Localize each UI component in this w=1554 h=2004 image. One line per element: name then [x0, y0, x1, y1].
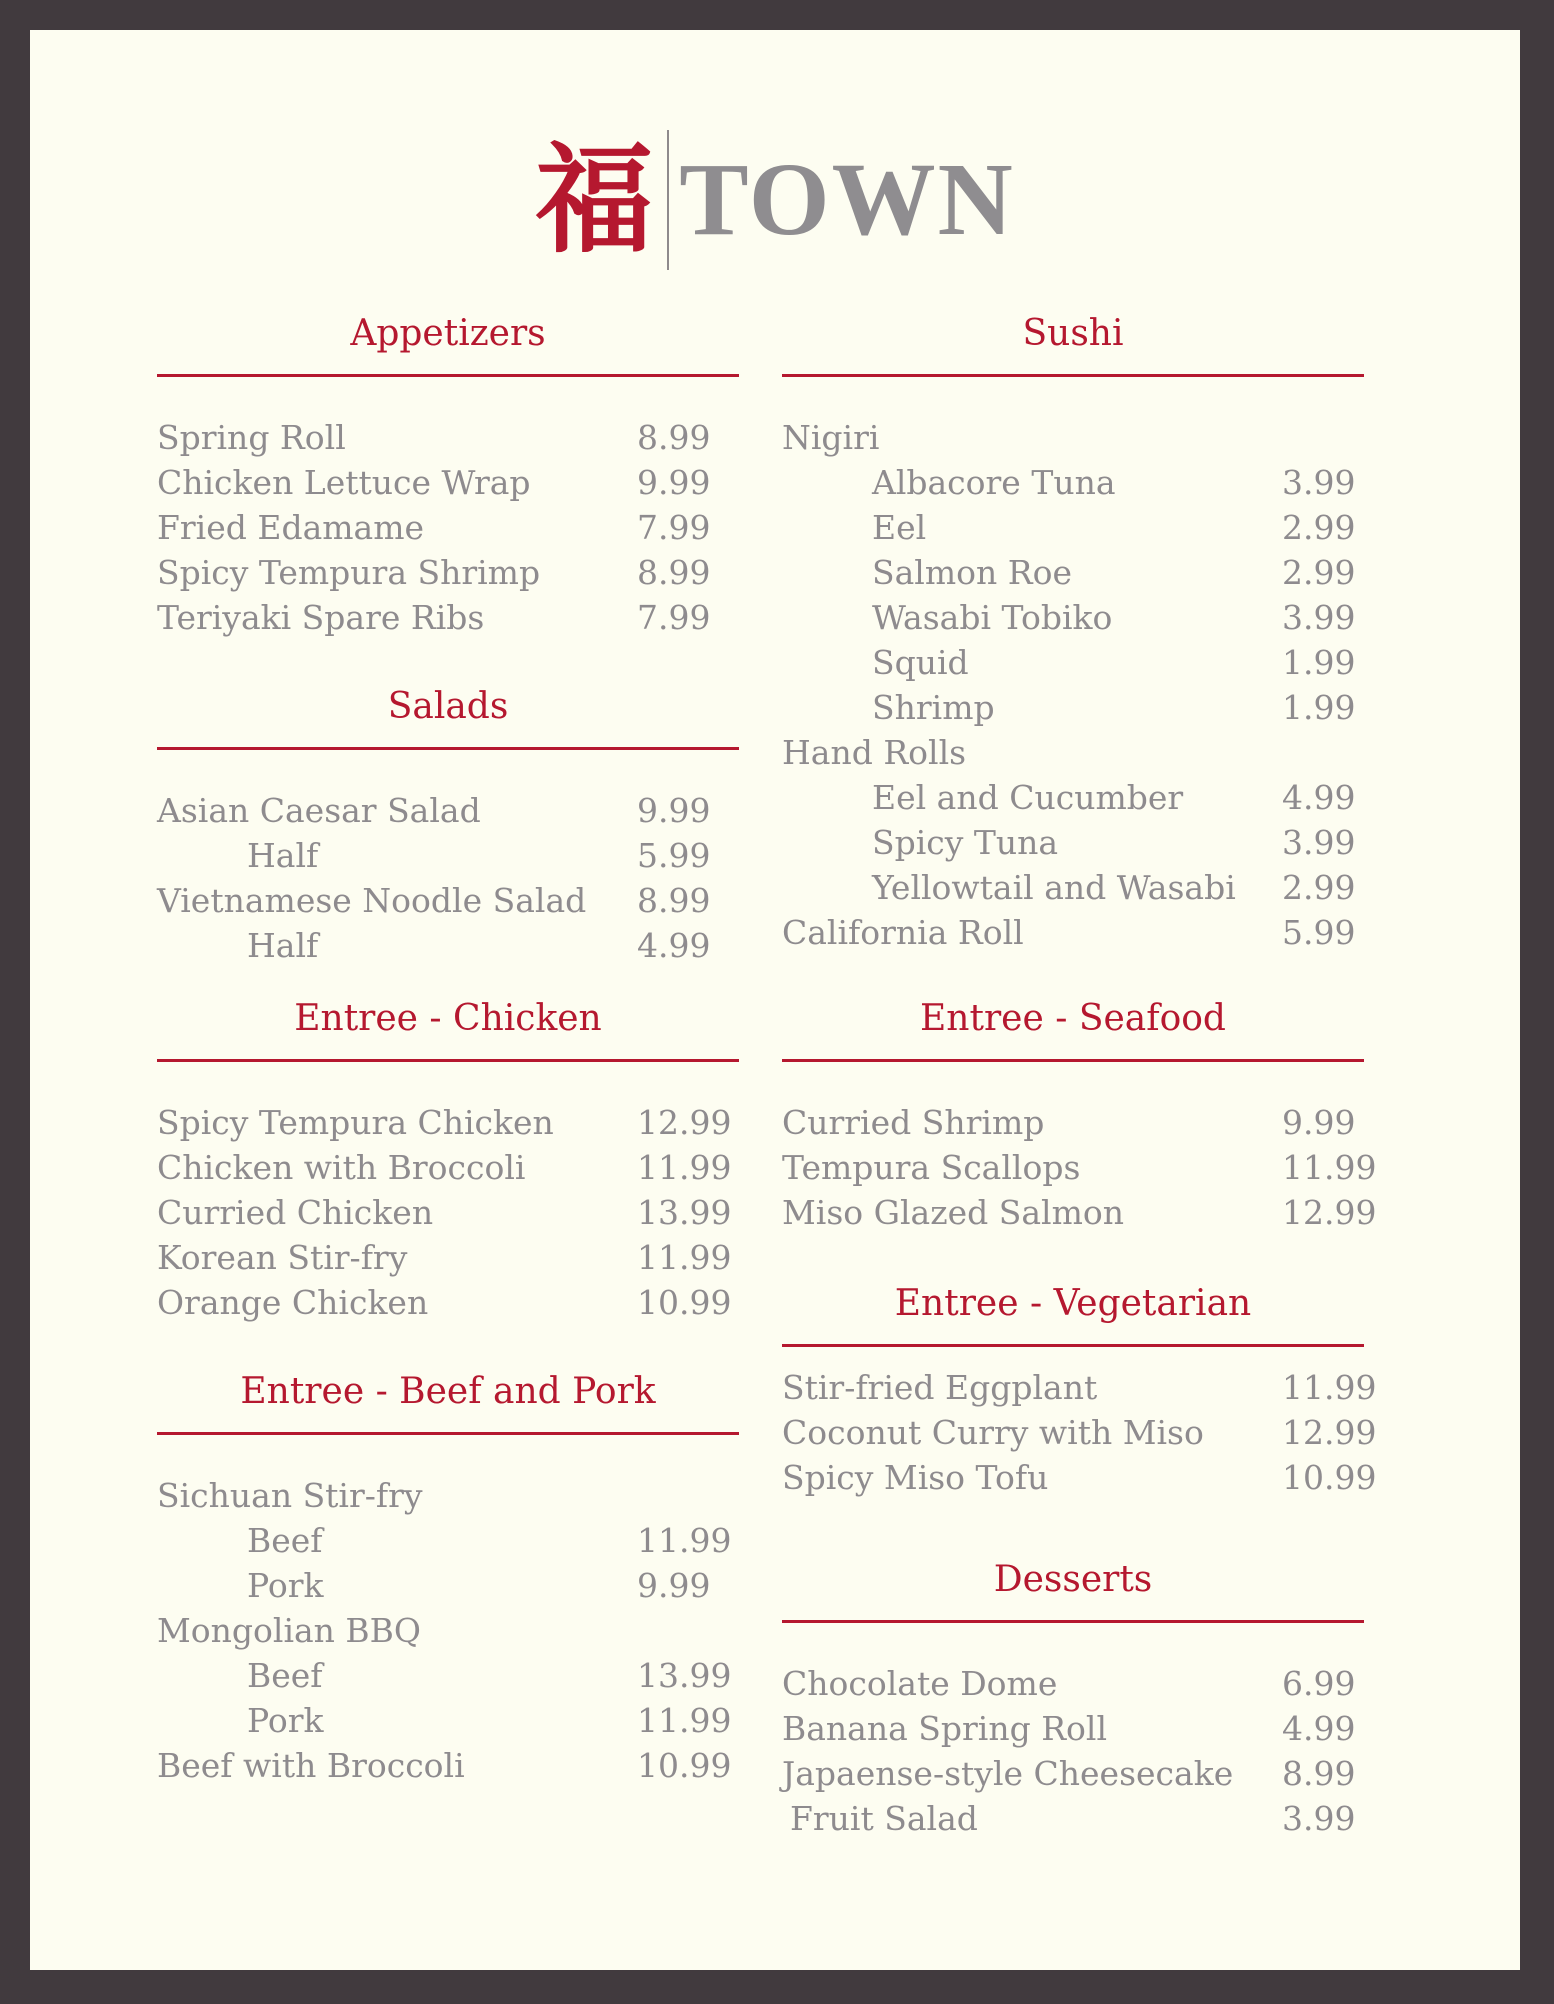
logo: [30, 130, 1520, 270]
item-name: Chicken with Broccoli: [157, 1148, 526, 1187]
item-price: 5.99: [637, 836, 711, 875]
section-rule: [157, 1432, 739, 1435]
item-price: 6.99: [1282, 1664, 1356, 1703]
menu-item: [782, 1706, 1364, 1751]
item-name: Eel and Cucumber: [872, 778, 1184, 817]
menu-item: [782, 910, 1364, 955]
item-name: Half: [247, 926, 319, 965]
item-price: 8.99: [637, 881, 711, 920]
menu-item: [782, 730, 1364, 775]
item-name: Curried Shrimp: [782, 1103, 1045, 1142]
menu-item: [782, 1796, 1364, 1841]
menu-subitem: [157, 923, 739, 968]
menu-item: [782, 1190, 1377, 1235]
item-price: 4.99: [1282, 778, 1356, 817]
item-list: [157, 1473, 739, 1788]
menu-subitem: [782, 550, 1364, 595]
section-entree-vegetarian: [782, 1282, 1377, 1500]
menu-item: [157, 1190, 739, 1235]
item-price: 12.99: [637, 1103, 732, 1142]
item-name: Pork: [247, 1701, 324, 1740]
item-price: 5.99: [1282, 913, 1356, 952]
item-list: [782, 1661, 1364, 1841]
item-price: 11.99: [1282, 1148, 1377, 1187]
item-price: 11.99: [637, 1701, 732, 1740]
section-rule: [782, 1059, 1364, 1062]
item-list: [157, 1100, 739, 1325]
menu-page: [30, 30, 1520, 1970]
menu-item: [782, 1410, 1377, 1455]
item-price: 7.99: [637, 598, 711, 637]
item-name: Curried Chicken: [157, 1193, 434, 1232]
item-price: 4.99: [637, 926, 711, 965]
item-name: Beef: [247, 1656, 323, 1695]
menu-subitem: [782, 775, 1364, 820]
menu-subitem: [782, 640, 1364, 685]
section-rule: [782, 1620, 1364, 1623]
section-appetizers: [157, 312, 739, 640]
item-price: 13.99: [637, 1193, 732, 1232]
item-price: 7.99: [637, 508, 711, 547]
menu-item: [782, 1365, 1377, 1410]
menu-item: [782, 1455, 1377, 1500]
menu-subitem: [157, 1563, 739, 1608]
item-price: 4.99: [1282, 1709, 1356, 1748]
section-entree-seafood: [782, 997, 1377, 1235]
section-desserts: [782, 1558, 1364, 1841]
item-name: Mongolian BBQ: [157, 1611, 421, 1650]
item-price: 11.99: [637, 1521, 732, 1560]
section-title: Entree - Chicken: [294, 998, 602, 1039]
item-name: Albacore Tuna: [872, 463, 1116, 502]
item-name: Pork: [247, 1566, 324, 1605]
item-name: Sichuan Stir-fry: [157, 1476, 423, 1515]
item-name: Hand Rolls: [782, 733, 967, 772]
item-name: Yellowtail and Wasabi: [872, 868, 1236, 907]
menu-item: [782, 415, 1364, 460]
menu-subitem: [782, 460, 1364, 505]
menu-item: [157, 460, 739, 505]
section-rule: [782, 374, 1364, 377]
item-name: Banana Spring Roll: [782, 1709, 1108, 1748]
menu-item: [782, 1661, 1364, 1706]
section-title: Entree - Vegetarian: [894, 1283, 1252, 1324]
item-name: California Roll: [782, 913, 1024, 952]
menu-subitem: [782, 595, 1364, 640]
item-name: Stir-fried Eggplant: [782, 1368, 1098, 1407]
item-name: Tempura Scallops: [782, 1148, 1081, 1187]
item-name: Japaense-style Cheesecake: [782, 1754, 1234, 1793]
item-price: 1.99: [1282, 643, 1356, 682]
item-price: 13.99: [637, 1656, 732, 1695]
item-name: Korean Stir-fry: [157, 1238, 408, 1277]
logo-fu-glyph: 福: [535, 131, 654, 269]
section-rule: [157, 374, 739, 377]
section-rule: [157, 747, 739, 750]
item-price: 11.99: [1282, 1368, 1377, 1407]
item-name: Spicy Miso Tofu: [782, 1458, 1049, 1497]
item-price: 8.99: [1282, 1754, 1356, 1793]
menu-subitem: [782, 505, 1364, 550]
item-price: 10.99: [637, 1283, 732, 1322]
menu-subitem: [157, 833, 739, 878]
menu-item: [157, 550, 739, 595]
section-rule: [782, 1344, 1364, 1347]
menu-item: [157, 1473, 739, 1518]
section-title: Entree - Beef and Pork: [240, 1371, 656, 1412]
menu-item: [157, 1608, 739, 1653]
section-entree-beef-pork: [157, 1370, 739, 1788]
item-price: 2.99: [1282, 553, 1356, 592]
item-price: 12.99: [1282, 1193, 1377, 1232]
item-name: Teriyaki Spare Ribs: [157, 598, 485, 637]
menu-item: [157, 878, 739, 923]
menu-item: [157, 595, 739, 640]
item-price: 3.99: [1282, 463, 1356, 502]
item-name: Beef: [247, 1521, 323, 1560]
item-price: 9.99: [637, 791, 711, 830]
logo-divider: [667, 130, 669, 270]
section-title: Entree - Seafood: [920, 998, 1226, 1039]
item-name: Spicy Tuna: [872, 823, 1059, 862]
menu-subitem: [157, 1698, 739, 1743]
item-name: Wasabi Tobiko: [872, 598, 1113, 637]
section-title: Appetizers: [350, 313, 546, 354]
item-list: [782, 1365, 1377, 1500]
item-name: Vietnamese Noodle Salad: [157, 881, 587, 920]
item-name: Half: [247, 836, 319, 875]
item-name: Chocolate Dome: [782, 1664, 1058, 1703]
menu-subitem: [782, 685, 1364, 730]
item-price: 11.99: [637, 1238, 732, 1277]
item-name: Orange Chicken: [157, 1283, 429, 1322]
section-sushi: [782, 312, 1364, 955]
menu-item: [782, 1145, 1377, 1190]
item-price: 2.99: [1282, 868, 1356, 907]
item-name: Miso Glazed Salmon: [782, 1193, 1125, 1232]
item-name: Fried Edamame: [157, 508, 425, 547]
item-name: Eel: [872, 508, 927, 547]
item-price: 3.99: [1282, 1799, 1356, 1838]
item-price: 2.99: [1282, 508, 1356, 547]
item-name: Spicy Tempura Shrimp: [157, 553, 541, 592]
menu-item: [157, 415, 739, 460]
menu-item: [157, 1743, 739, 1788]
item-price: 10.99: [637, 1746, 732, 1785]
item-name: Nigiri: [782, 418, 880, 457]
item-name: Salmon Roe: [872, 553, 1072, 592]
logo-wordmark: TOWN: [679, 142, 1015, 257]
item-name: Asian Caesar Salad: [157, 791, 481, 830]
section-title: Salads: [387, 686, 509, 727]
menu-item: [157, 1280, 739, 1325]
menu-subitem: [782, 865, 1364, 910]
item-name: Spring Roll: [157, 418, 346, 457]
menu-item: [157, 1145, 739, 1190]
section-rule: [157, 1059, 739, 1062]
item-name: Chicken Lettuce Wrap: [157, 463, 531, 502]
item-list: [157, 788, 739, 968]
item-price: 11.99: [637, 1148, 732, 1187]
menu-item: [157, 788, 739, 833]
section-title: Desserts: [993, 1559, 1153, 1600]
item-list: [782, 415, 1364, 955]
item-price: 8.99: [637, 418, 711, 457]
menu-item: [157, 1235, 739, 1280]
menu-subitem: [782, 820, 1364, 865]
item-list: [782, 1100, 1377, 1235]
section-title: Sushi: [1022, 313, 1124, 354]
section-entree-chicken: [157, 997, 739, 1325]
item-name: Spicy Tempura Chicken: [157, 1103, 554, 1142]
item-name: Beef with Broccoli: [157, 1746, 465, 1785]
item-name: Fruit Salad: [790, 1799, 978, 1838]
item-name: Squid: [872, 643, 969, 682]
item-name: Coconut Curry with Miso: [782, 1413, 1204, 1452]
item-price: 12.99: [1282, 1413, 1377, 1452]
item-price: 3.99: [1282, 598, 1356, 637]
menu-item: [157, 505, 739, 550]
item-price: 9.99: [1282, 1103, 1356, 1142]
menu-subitem: [157, 1518, 739, 1563]
menu-item: [782, 1100, 1364, 1145]
menu-item: [782, 1751, 1364, 1796]
menu-item: [157, 1100, 739, 1145]
section-salads: [157, 685, 739, 968]
item-price: 9.99: [637, 463, 711, 502]
item-price: 8.99: [637, 553, 711, 592]
item-name: Shrimp: [872, 688, 995, 727]
menu-subitem: [157, 1653, 739, 1698]
item-price: 1.99: [1282, 688, 1356, 727]
item-list: [157, 415, 739, 640]
item-price: 3.99: [1282, 823, 1356, 862]
item-price: 9.99: [637, 1566, 711, 1605]
item-price: 10.99: [1282, 1458, 1377, 1497]
